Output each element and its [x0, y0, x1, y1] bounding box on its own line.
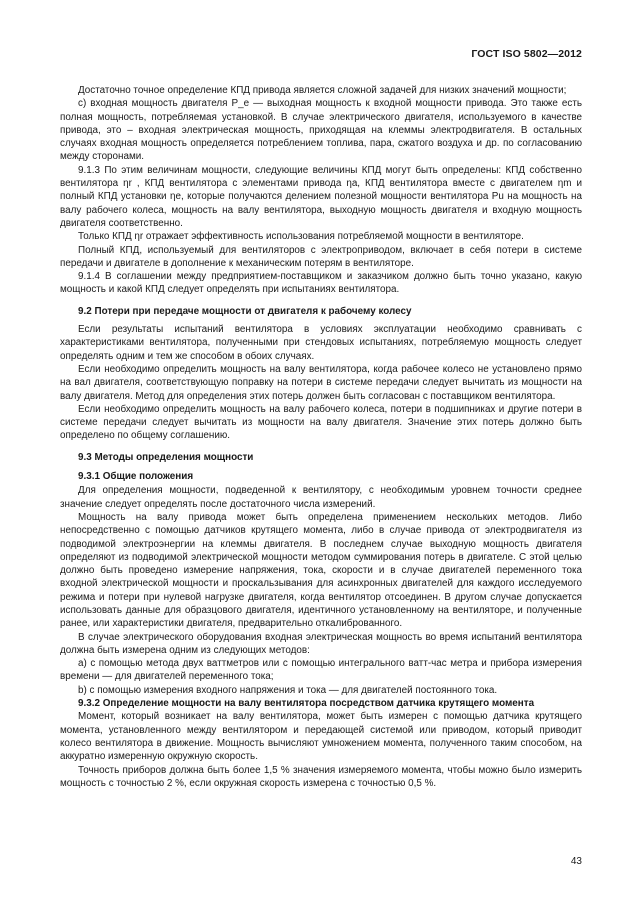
paragraph: Момент, который возникает на валу вентилятора, может быть измерен с помощью датчика крутящего момента, установленного между вентилятором и передающей системой или приводом, который приводит колесо вентилятора в движение. Мощность вычисляют умножением момента, полученного таким способом, на аккуратно измеренную окружную скорость.	[60, 711, 582, 763]
list-item-b: b) с помощью измерения входного напряжения и тока — для двигателей постоянного тока.	[78, 684, 498, 696]
paragraph: Мощность на валу привода может быть определена применением нескольких методов. Либо непосредственно с помощью датчиков крутящего момента, либо в случае привода от электродвигателя из подводимой электроэнергии на клеммы двигателя. В последнем случае выходную мощность двигателя определяют из подводимой электрической мощности методом суммирования потерь в двигателе. С этой целью должно быть проведено измерение напряжения, тока, скорости и в случае двигателей переменного тока входной электрической мощности и проскальзывания для асинхронных двигателей для каждого исследуемого режима и потери при нулевой нагрузке двигателя, когда вентилятор отсоединен. В другом случае допускается использовать данные для образцового двигателя, идентичного установленному на вентиляторе, и полученные ранее, или характеристики двигателя, предварительно откалиброванного.	[60, 511, 582, 630]
standard-id-header: ГОСТ ISO 5802—2012	[471, 48, 582, 60]
clause-9-1-4: 9.1.4 В соглашении между предприятием-поставщиком и заказчиком должно быть точно указано, какую мощность и какой КПД следует определять при испытаниях вентилятора.	[60, 271, 582, 296]
page-number: 43	[570, 856, 582, 867]
paragraph: Полный КПД, используемый для вентиляторов с электроприводом, включает в себя потери в системе передачи и двигателе в дополнение к механическим потерям в вентиляторе.	[60, 244, 582, 269]
section-heading-9-3: 9.3 Методы определения мощности	[78, 451, 254, 463]
paragraph: Точность приборов должна быть более 1,5 % значения измеряемого момента, чтобы можно было измерить мощность с точностью 2 %, если окружная скорость измерена с точностью 0,5 %.	[60, 764, 582, 789]
paragraph: Достаточно точное определение КПД привода является сложной задачей для низких значений мощности;	[78, 85, 567, 96]
paragraph: Только КПД ηr отражает эффективность использования потребляемой мощности в вентиляторе.	[78, 231, 524, 243]
paragraph: Для определения мощности, подведенной к вентилятору, с необходимым уровнем точности среднее значение следует определять после достаточного числа измерений.	[60, 485, 582, 510]
paragraph: Если результаты испытаний вентилятора в условиях эксплуатации необходимо сравнивать с характеристиками вентилятора, полученными при стендовых испытаниях, потребляемую мощность следует определять одним и тем же способом в обоих случаях.	[60, 324, 582, 362]
paragraph: Если необходимо определить мощность на валу вентилятора, когда рабочее колесо не установлено прямо на вал двигателя, соответствующую поправку на потери в системе передачи следует вычитать из мощности на валу двигателя. Метод для определения этих потерь должен быть согласован с поставщиком вентилятора.	[60, 363, 582, 402]
section-heading-9-2: 9.2 Потери при передаче мощности от двигателя к рабочему колесу	[78, 305, 412, 317]
paragraph: Если необходимо определить мощность на валу рабочего колеса, потери в подшипниках и другие потери в системе передачи следует вычитать из мощности на валу двигателя. Значение этих потерь должно быть определено по общему соглашению.	[60, 403, 582, 442]
paragraph: В случае электрического оборудования входная электрическая мощность во время испытаний вентилятора должна быть измерена одним из следующих методов:	[60, 631, 582, 656]
list-item-a: a) с помощью метода двух ваттметров или с помощью интегрального ватт-час метра и прибора измерения времени — для двигателей переменного тока;	[60, 658, 582, 683]
clause-9-1-3: 9.1.3 По этим величинам мощности, следующие величины КПД могут быть определены: КПД собственно вентилятора ηr , КПД вентилятора с элементами привода ηa, КПД вентилятора вместе с двигателем ηm и полный КПД установки ηe, которые получаются делением полезной мощности вентилятора Pu на мощность на валу рабочего колеса, мощность на валу вентилятора, выходную мощность двигателя и входную мощность двигателя соответственно.	[60, 164, 582, 229]
subsection-heading-9-3-2: 9.3.2 Определение мощности на валу вентилятора посредством датчика крутящего момента	[78, 698, 535, 710]
document-body	[60, 84, 582, 790]
subsection-heading-9-3-1: 9.3.1 Общие положения	[78, 471, 194, 483]
paragraph: c) входная мощность двигателя P_e — выходная мощность к входной мощности привода. Это также есть полная мощность, потребляемая установкой. В случае электрического двигателя, используемого в качестве привода, это – входная электрическая мощность, приходящая на клеммы электродвигателя. В остальных случаях входная мощность определяется потреблением топлива, пара, сжатого воздуха и др. по согласованию между сторонами.	[60, 98, 582, 163]
